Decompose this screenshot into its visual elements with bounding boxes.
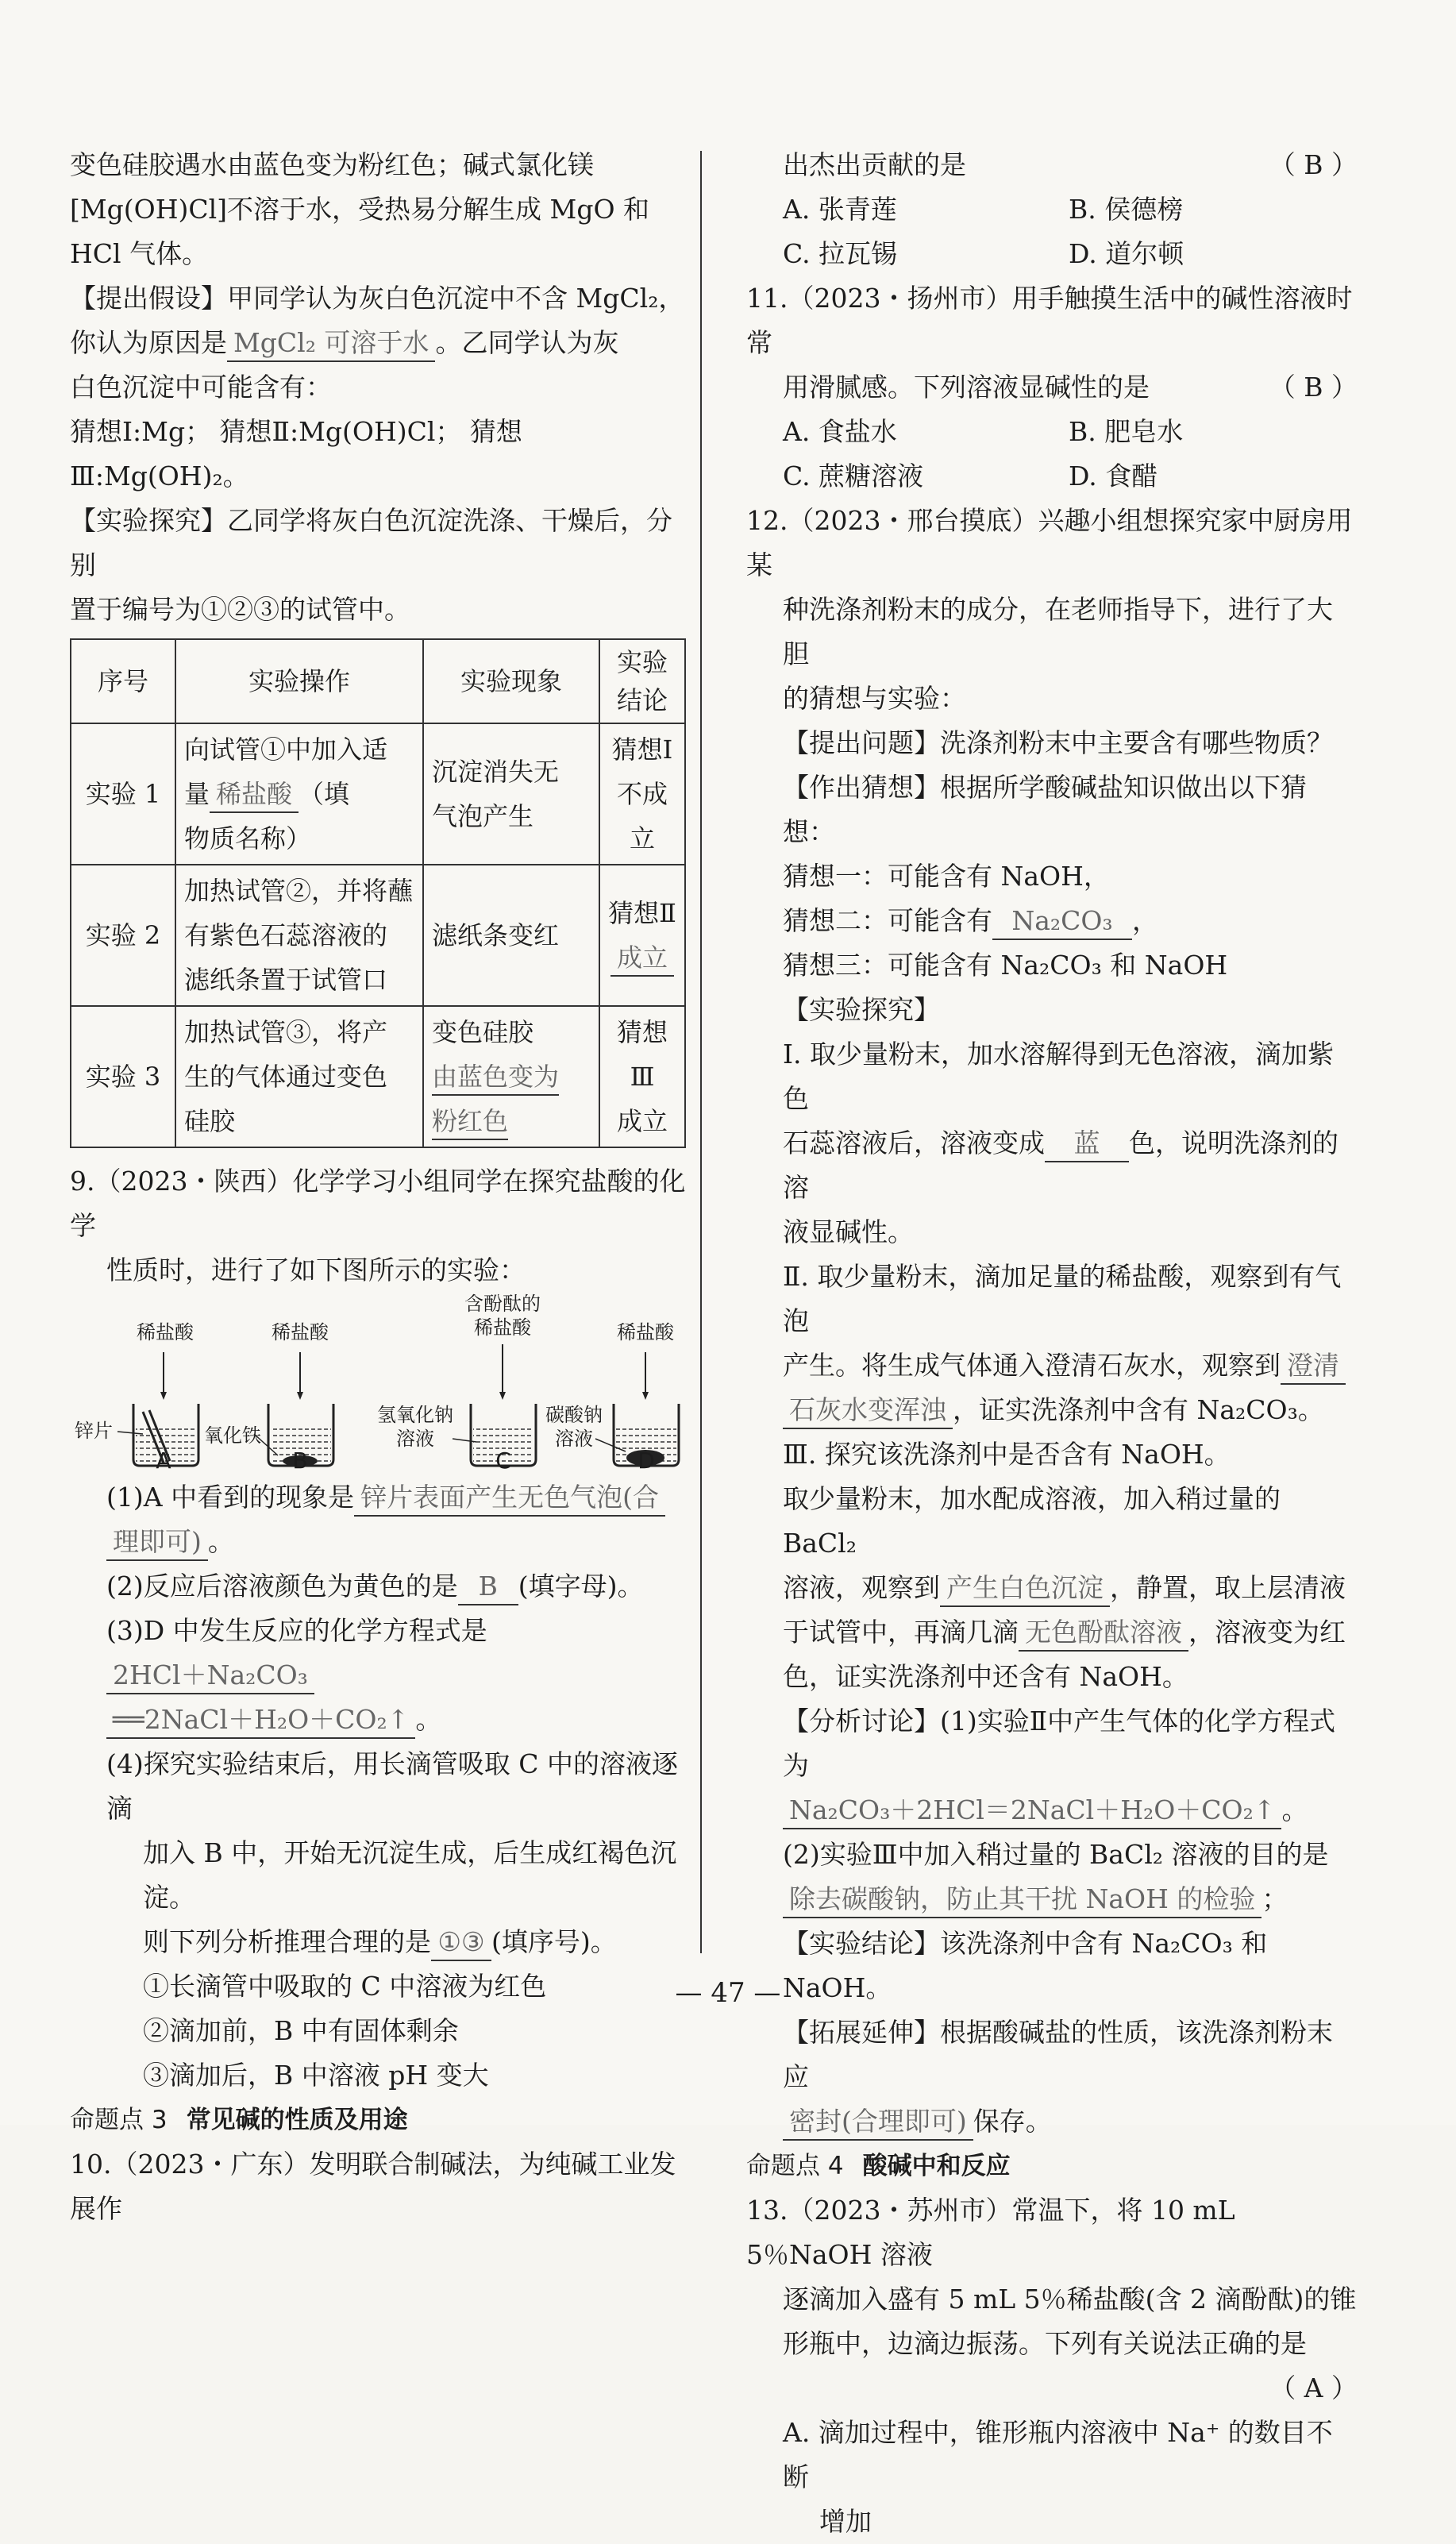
- step-2: 石灰水变浑浊 ，证实洗涤剂中含有 Na₂CO₃。: [746, 1388, 1358, 1432]
- question-13: 13.（2023・苏州市）常温下，将 10 mL 5％NaOH 溶液: [746, 2195, 1235, 2270]
- hypothesis-line: 【提出假设】甲同学认为灰白色沉淀中不含 MgCl₂，: [70, 283, 685, 314]
- question-9: 性质时，进行了如下图所示的实验：: [106, 1255, 526, 1285]
- question-12: 【作出猜想】根据所学酸碱盐知识做出以下猜想：: [783, 772, 1307, 847]
- question-9-4: 加入 B 中，开始无沉淀生成，后生成红褐色沉淀。: [143, 1837, 677, 1913]
- options-row: C. 蔗糖溶液 D. 食醋: [783, 461, 1158, 491]
- question-10: 10.（2023・广东）发明联合制碱法，为纯碱工业发展作: [70, 2149, 676, 2224]
- explore-line: 【实验探究】乙同学将灰白色沉淀洗涤、干燥后，分别: [70, 505, 672, 580]
- label-c: C: [495, 1447, 511, 1474]
- answer-blank: ══2NaCl＋H₂O＋CO₂↑: [106, 1702, 415, 1739]
- option: ③滴加后，B 中溶液 pH 变大: [143, 2060, 489, 2091]
- answer-choice: （ A ）: [1269, 2372, 1358, 2403]
- step-2: 产生。将生成气体通入澄清石灰水，观察到 澄清: [746, 1343, 1358, 1388]
- step-1: Ⅰ. 取少量粉末，加水溶解得到无色溶液，滴加紫色: [783, 1039, 1335, 1114]
- step-3: 色，证实洗涤剂中还含有 NaOH。: [783, 1661, 1188, 1692]
- answer-blank: 产生白色沉淀: [940, 1571, 1110, 1607]
- label-d-solution: 碳酸钠: [545, 1404, 603, 1426]
- table-header: 序号: [71, 639, 175, 723]
- question-13: 逐滴加入盛有 5 mL 5％稀盐酸(含 2 滴酚酞)的锥: [783, 2284, 1357, 2315]
- guess-2: 猜想二：可能含有 Na₂CO₃ ，: [746, 899, 1358, 943]
- extension: 【拓展延伸】根据酸碱盐的性质，该洗涤剂粉末应: [783, 2017, 1333, 2092]
- answer-choice: （ B ）: [1269, 149, 1358, 180]
- conclusion-cell: 猜想Ⅰ 不成立: [599, 723, 685, 865]
- phenomenon-cell: 变色硅胶 由蓝色变为 粉红色: [423, 1006, 599, 1147]
- options-row: A. 张青莲 B. 侯德榜: [783, 194, 1184, 225]
- option: A. 滴加过程中，锥形瓶内溶液中 Na⁺ 的数目不断: [783, 2417, 1333, 2492]
- question-11: 用滑腻感。下列溶液显碱性的是 （ B ）: [746, 365, 1358, 410]
- answer-blank: Na₂CO₃＋2HCl＝2NaCl＋H₂O＋CO₂↑: [783, 1793, 1281, 1829]
- question-9-4: 则下列分析推理合理的是 ①③ (填序号)。: [70, 1920, 689, 1964]
- options-row: A. 食盐水 B. 肥皂水: [783, 416, 1184, 447]
- section-heading-3: 命题点 3 常见碱的性质及用途: [70, 2106, 408, 2134]
- guesses-line: 猜想Ⅰ:Mg； 猜想Ⅱ:Mg(OH)Cl； 猜想Ⅲ:Mg(OH)₂。: [70, 416, 522, 491]
- label-c-acid: 稀盐酸: [474, 1316, 531, 1339]
- analysis-1: 【分析讨论】(1)实验Ⅱ中产生气体的化学方程式为: [783, 1706, 1336, 1781]
- table-header: 实验现象: [423, 639, 599, 723]
- label-a-solid: 锌片: [75, 1420, 113, 1442]
- beaker-figure: [70, 1293, 689, 1475]
- phenomenon-cell: 滤纸条变红: [423, 865, 599, 1006]
- label-a-acid: 稀盐酸: [137, 1321, 194, 1343]
- step-3: 取少量粉末，加水配成溶液，加入稍过量的 BaCl₂: [783, 1483, 1281, 1559]
- option: ②滴加前，B 中有固体剩余: [143, 2015, 459, 2046]
- answer-blank: 由蓝色变为: [432, 1059, 559, 1096]
- section-heading-4: 命题点 4 酸碱中和反应: [746, 2152, 1011, 2180]
- explore-heading: 【实验探究】: [783, 994, 940, 1025]
- question-13: 形瓶中，边滴边振荡。下列有关说法正确的是: [783, 2328, 1307, 2359]
- options-row: C. 拉瓦锡 D. 道尔顿: [783, 238, 1184, 269]
- answer-blank: 成立: [611, 940, 674, 977]
- question-12: 种洗涤剂粉末的成分，在老师指导下，进行了大胆: [783, 594, 1333, 669]
- left-column: [70, 143, 689, 2231]
- table-row: [71, 865, 685, 1006]
- question-9-3: (3)D 中发生反应的化学方程式是2HCl＋Na₂CO₃: [70, 1609, 689, 1698]
- question-12: 的猜想与实验：: [783, 683, 966, 714]
- label-c-solution: 溶液: [396, 1428, 434, 1450]
- conclusion-cell: 猜想Ⅲ 成立: [599, 1006, 685, 1147]
- step-3: Ⅲ. 探究该洗涤剂中是否含有 NaOH。: [783, 1439, 1231, 1470]
- analysis-1: Na₂CO₃＋2HCl＝2NaCl＋H₂O＋CO₂↑ 。: [746, 1788, 1358, 1833]
- question-9-4: (4)探究实验结束后，用长滴管吸取 C 中的溶液逐滴: [106, 1748, 678, 1824]
- answer-blank: 锌片表面产生无色气泡(合: [354, 1480, 665, 1517]
- label-d-solution: 溶液: [555, 1428, 593, 1450]
- hypothesis-line: 白色沉淀中可能含有：: [70, 372, 332, 403]
- right-column: [746, 143, 1358, 2544]
- answer-choice: （ B ）: [1269, 372, 1358, 403]
- table-header-row: [71, 639, 685, 723]
- page-number: — 47 —: [675, 1977, 781, 2009]
- label-b: B: [292, 1447, 308, 1474]
- question-10-cont: 出杰出贡献的是 （ B ）: [746, 143, 1358, 187]
- question-9-3: ══2NaCl＋H₂O＋CO₂↑ 。: [70, 1698, 689, 1742]
- extension: 密封(合理即可) 保存。: [746, 2099, 1358, 2144]
- row-number: 实验 1: [71, 723, 175, 865]
- explore-line: 置于编号为①②③的试管中。: [70, 594, 410, 625]
- question-11: 11.（2023・扬州市）用手触摸生活中的碱性溶液时常: [746, 283, 1353, 358]
- answer-blank: 蓝: [1045, 1126, 1129, 1162]
- option: 增加: [819, 2506, 872, 2537]
- conclusion: 【实验结论】该洗涤剂中含有 Na₂CO₃ 和 NaOH。: [783, 1928, 1268, 2003]
- beaker-c: [453, 1344, 536, 1466]
- question-9: 9.（2023・陕西）化学学习小组同学在探究盐酸的化学: [70, 1166, 686, 1241]
- option: ①长滴管中吸取的 C 中溶液为红色: [143, 1971, 547, 2002]
- question-12: 12.（2023・邢台摸底）兴趣小组想探究家中厨房用某: [746, 505, 1353, 580]
- question-9-1: 理即可) 。: [70, 1520, 689, 1564]
- answer-blank: Na₂CO₃: [992, 904, 1132, 940]
- answer-blank: 除去碳酸钠，防止其干扰 NaOH 的检验: [783, 1882, 1261, 1918]
- label-c-acid: 含酚酞的: [464, 1293, 541, 1315]
- answer-blank: 粉红色: [432, 1104, 508, 1140]
- label-b-solid: 氧化铁: [204, 1424, 261, 1447]
- step-3: 于试管中，再滴几滴 无色酚酞溶液 ，溶液变为红: [746, 1610, 1358, 1655]
- label-b-acid: 稀盐酸: [272, 1321, 329, 1343]
- label-d-acid: 稀盐酸: [617, 1321, 674, 1343]
- answer-blank: 无色酚酞溶液: [1019, 1615, 1188, 1652]
- label-a: A: [156, 1447, 171, 1474]
- label-d: D: [637, 1447, 655, 1474]
- question-12: 猜想一：可能含有 NaOH，: [783, 861, 1110, 892]
- step-2: Ⅱ. 取少量粉末，滴加足量的稀盐酸，观察到有气泡: [783, 1261, 1342, 1336]
- analysis-2: (2)实验Ⅲ中加入稍过量的 BaCl₂ 溶液的目的是: [783, 1839, 1329, 1870]
- table-row: [71, 1006, 685, 1147]
- operation-cell: 向试管①中加入适 量 稀盐酸 （填 物质名称）: [175, 723, 423, 865]
- answer-blank: 石灰水变浑浊: [783, 1393, 953, 1429]
- intro-line: HCl 气体。: [70, 238, 209, 269]
- conclusion-cell: 猜想Ⅱ 成立: [599, 865, 685, 1006]
- intro-line: [Mg(OH)Cl]不溶于水，受热易分解生成 MgO 和: [70, 194, 649, 225]
- question-9-1: (1)A 中看到的现象是 锌片表面产生无色气泡(合: [70, 1475, 689, 1520]
- column-divider: [700, 151, 702, 1953]
- operation-cell: 加热试管③，将产 生的气体通过变色 硅胶: [175, 1006, 423, 1147]
- analysis-2: 除去碳酸钠，防止其干扰 NaOH 的检验 ；: [746, 1877, 1358, 1921]
- answer-blank: 密封(合理即可): [783, 2104, 973, 2141]
- table-header: 实验结论: [599, 639, 685, 723]
- answer-blank: 2HCl＋Na₂CO₃: [106, 1658, 314, 1694]
- label-c-solution: 氢氧化钠: [377, 1404, 453, 1426]
- operation-cell: 加热试管②，并将蘸 有紫色石蕊溶液的 滤纸条置于试管口: [175, 865, 423, 1006]
- answer-blank: 理即可): [106, 1524, 208, 1561]
- answer-blank: 稀盐酸: [210, 777, 299, 813]
- answer-blank: 澄清: [1281, 1348, 1346, 1385]
- table-row: [71, 723, 685, 865]
- row-number: 实验 2: [71, 865, 175, 1006]
- question-12: 【提出问题】洗涤剂粉末中主要含有哪些物质？: [783, 727, 1333, 758]
- table-header: 实验操作: [175, 639, 423, 723]
- step-1: 液显碱性。: [783, 1216, 914, 1247]
- intro-line: 变色硅胶遇水由蓝色变为粉红色；碱式氯化镁: [70, 149, 594, 180]
- experiment-table: [70, 638, 686, 1148]
- row-number: 实验 3: [71, 1006, 175, 1147]
- answer-blank: MgCl₂ 可溶于水: [227, 326, 435, 362]
- hypothesis-line: 你认为原因是 MgCl₂ 可溶于水 。乙同学认为灰: [70, 321, 689, 365]
- phenomenon-cell: 沉淀消失无 气泡产生: [423, 723, 599, 865]
- step-1: 石蕊溶液后，溶液变成 蓝 色，说明洗涤剂的溶: [783, 1127, 1339, 1203]
- question-9-2: (2)反应后溶液颜色为黄色的是 B (填字母)。: [70, 1564, 689, 1609]
- step-3: 溶液，观察到 产生白色沉淀 ，静置，取上层清液: [746, 1566, 1358, 1610]
- guess-3: 猜想三：可能含有 Na₂CO₃ 和 NaOH: [783, 950, 1228, 981]
- answer-blank: B: [458, 1569, 518, 1605]
- answer-blank: ①③: [431, 1925, 491, 1961]
